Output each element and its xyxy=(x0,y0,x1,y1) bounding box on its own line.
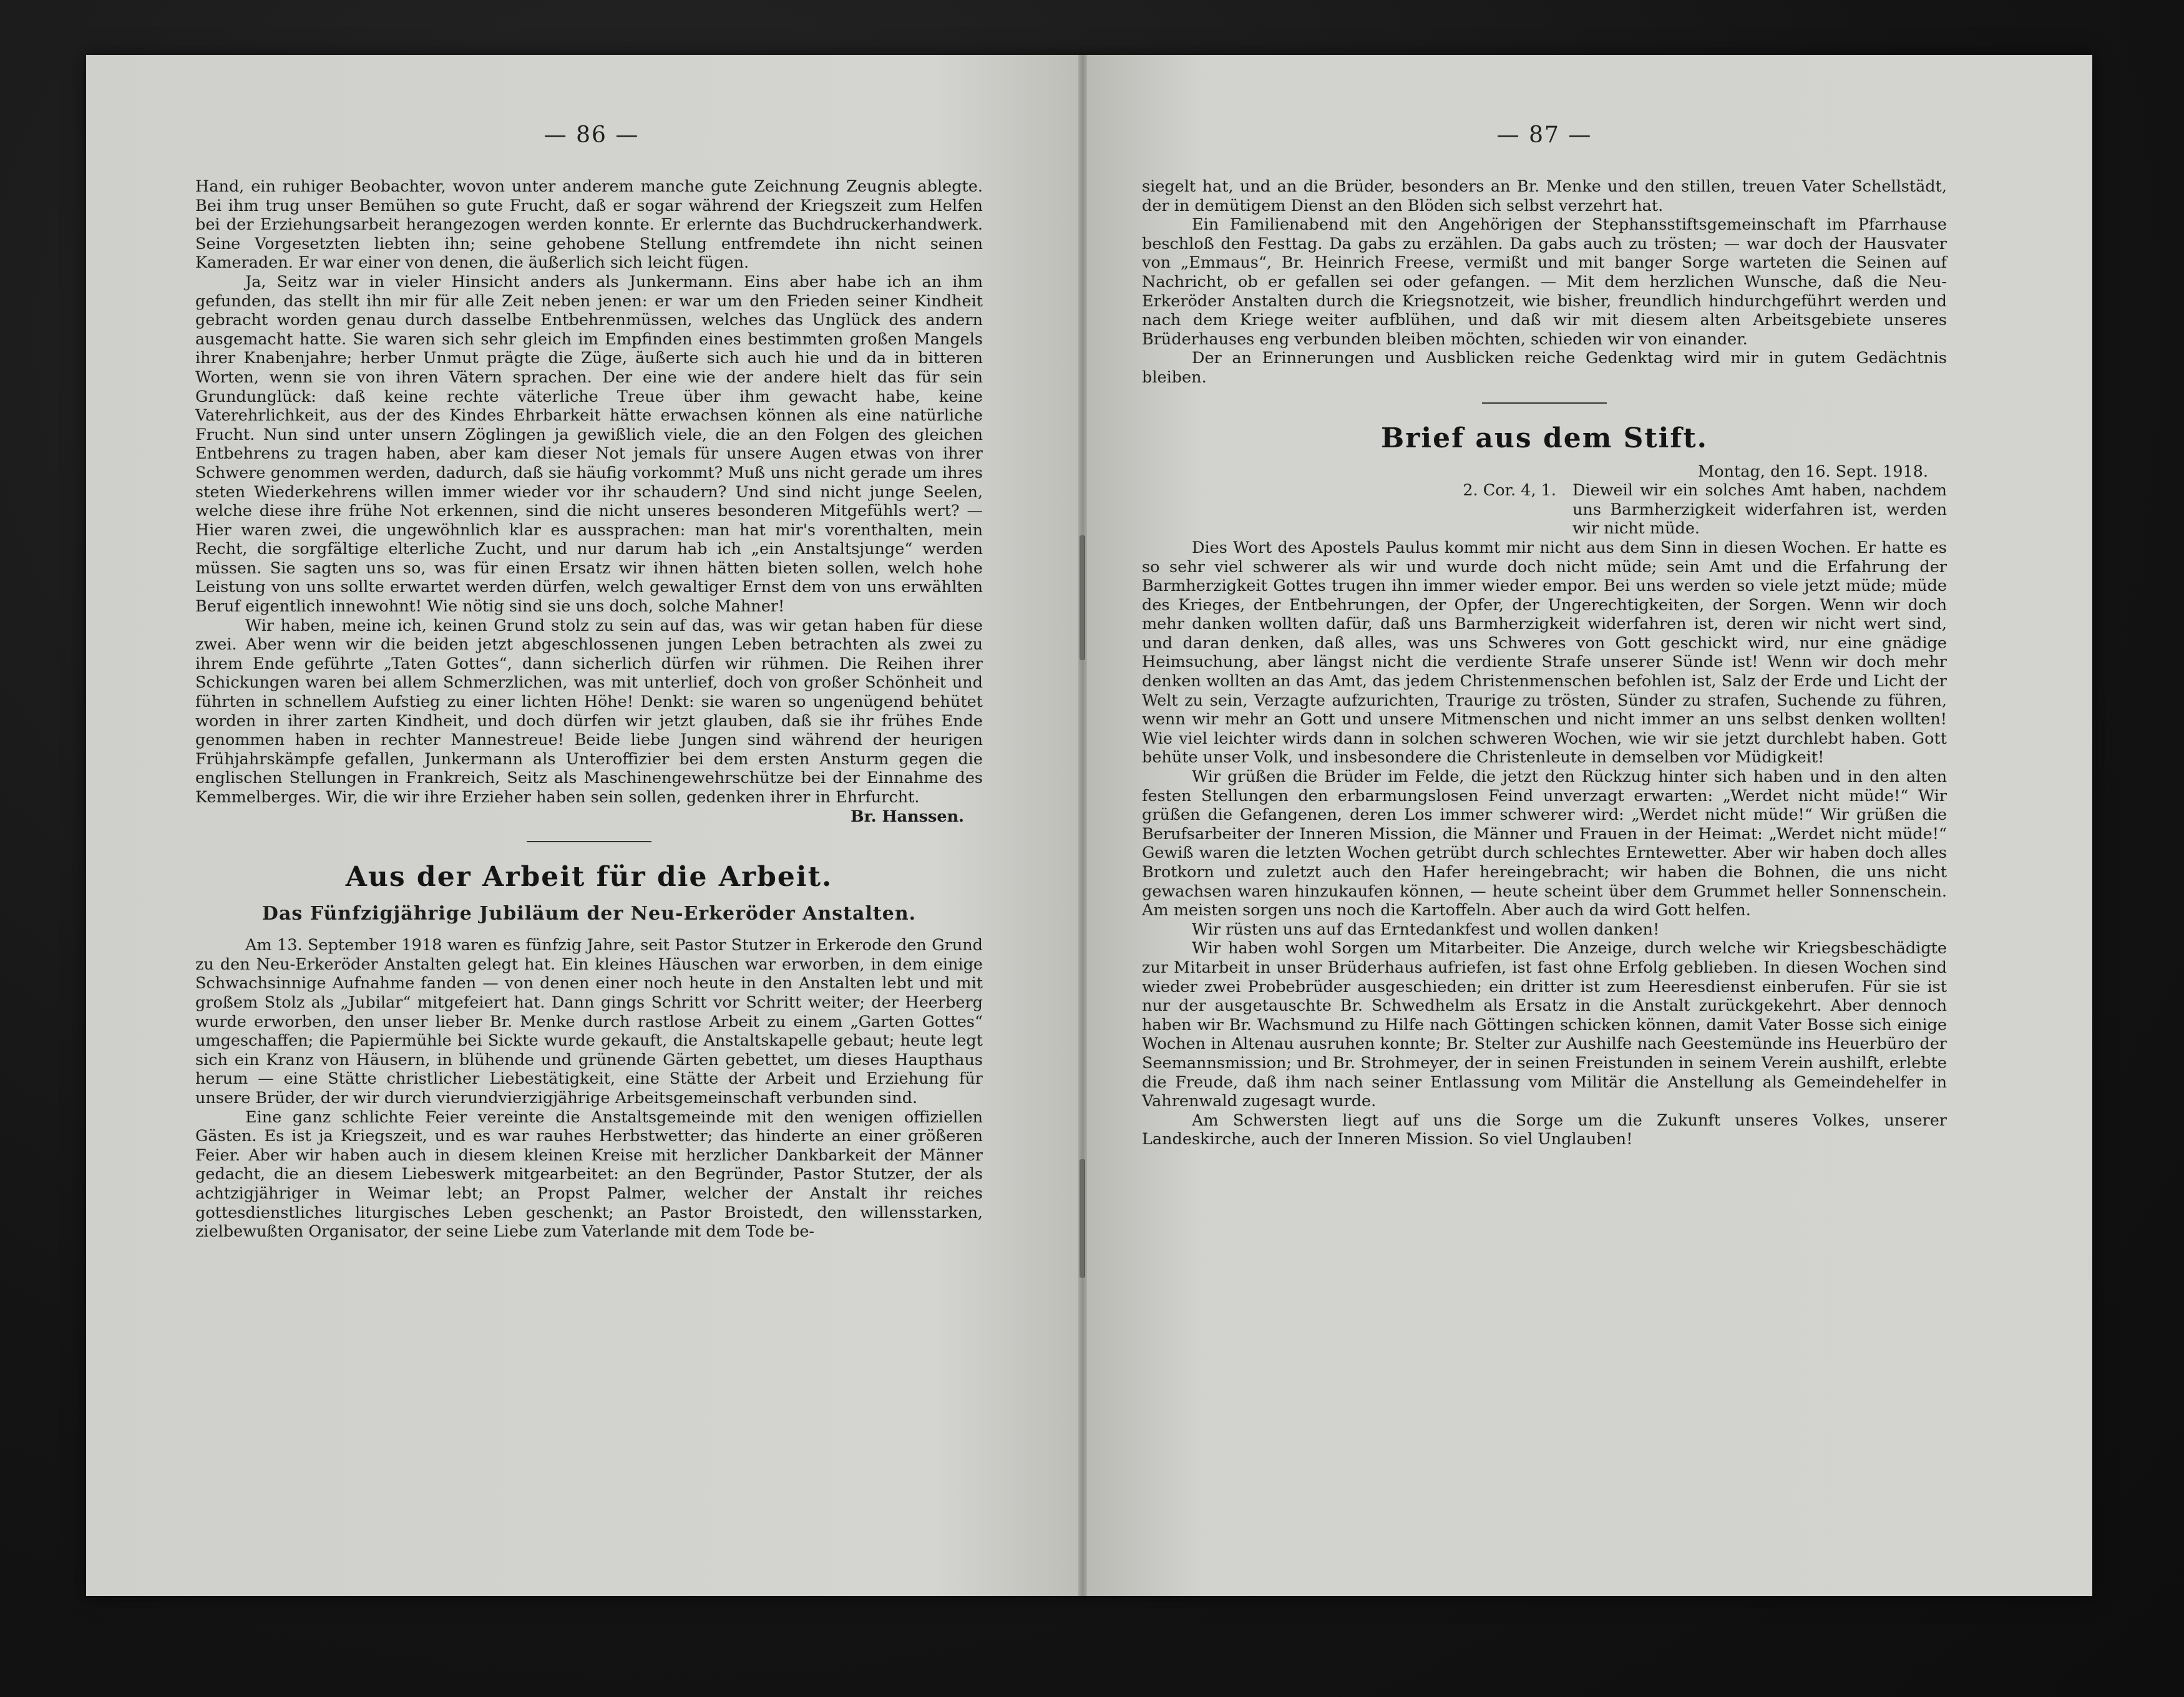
signature: Br. Hanssen. xyxy=(851,807,964,826)
divider xyxy=(1482,402,1607,404)
right-page-body xyxy=(1142,177,1947,1149)
bible-motto xyxy=(1304,481,1947,538)
paragraph: Wir haben wohl Sorgen um Mitarbeiter. Die Anzeige, durch welche wir Kriegsbeschädigte zur Mitarbeit in unser Brüderhaus aufriefen, ist fast ohne Erfolg geblieben. In diesen Wochen sind wieder zwei Probebrüder ausgeschieden; ein dritter ist zum Heeresdienst einberufen. Für sie ist nur der ausgetauschte Br. Schwedhelm als Ersatz in die Anstalt zurückgekehrt. Aber dennoch haben wir Br. Wachsmund zu Hilfe nach Göttingen schicken können, damit Vater Bosse sich einige Wochen in Altenau ausruhen konnte; Br. Stelter zur Aushilfe nach Geestemünde ins Heuerbüro der Seemannsmission; und Br. Strohmeyer, der in seinen Freistunden in seinem Verein aushilft, erlebte die Freude, daß ihm nach seiner Entlassung vom Militär die Anstellung als Gemeindehelfer in Vahrenwald zugesagt wurde. xyxy=(1142,939,1947,1111)
paragraph: Am 13. September 1918 waren es fünfzig Jahre, seit Pastor Stutzer in Erkerode den Grund zu den Neu-Erkeröder Anstalten gelegt hat. Ein kleines Häuschen war erworben, in dem einige Schwachsinnige Aufnahme fanden — von denen einer noch heute in den Anstalten lebt und mit großem Stolz als „Jubilar“ mitgefeiert hat. Dann gings Schritt vor Schritt weiter; der Heerberg wurde erworben, den unser lieber Br. Menke durch rastlose Arbeit zu einem „Garten Gottes“ umgeschaffen; die Papiermühle bei Sickte wurde gekauft, die Anstaltskapelle gebaut; heute legt sich ein Kranz von Häusern, in blühende und grünende Gärten gebettet, um dieses Haupthaus herum — eine Stätte christlicher Liebestätigkeit, eine Stätte der Arbeit und Erziehung für unsere Brüder, der wir durch vierundvierzigjährige Arbeitsgemeinschaft verbunden sind. xyxy=(195,936,983,1107)
paragraph: Wir grüßen die Brüder im Felde, die jetzt den Rückzug hinter sich haben und in den alten festen Stellungen den erbarmungslosen Feind unverzagt erwarten: „Werdet nicht müde!“ Wir grüßen die Gefangenen, deren Los immer schwerer wird: „Werdet nicht müde!“ Wir grüßen die Berufsarbeiter der Inneren Mission, die Männer und Frauen in der Heimat: „Werdet nicht müde!“ Gewiß waren die letzten Wochen getrübt durch schlechtes Erntewetter. Aber wir haben doch alles Brotkorn und zuletzt auch den Hafer hereingebracht; wir haben die Bohnen, die uns nicht gewachsen waren hinzukaufen können, — heute scheint über dem Grummet heller Sonnenschein. Am meisten sorgen uns noch die Kartoffeln. Aber auch da wird Gott helfen. xyxy=(1142,767,1947,920)
paragraph: Der an Erinnerungen und Ausblicken reiche Gedenktag wird mir in gutem Gedächtnis bleiben. xyxy=(1142,349,1947,387)
paragraph: Ja, Seitz war in vieler Hinsicht anders als Junkermann. Eins aber habe ich an ihm gefunden, das stellt ihn mir für alle Zeit neben jenen: er war um den Frieden seiner Kindheit gebracht worden genau durch dasselbe Entbehrenmüssen, welches das Unglück des andern ausgemacht hatte. Sie waren sich sehr gleich im Empfinden eines bestimmten großen Mangels ihrer Knabenjahre; herber Unmut prägte die Züge, äußerte sich auch hie und da in bitteren Worten, wenn sie von ihren Vätern sprachen. Der eine wie der andere hielt das für sein Grundunglück: daß keine rechte väterliche Treue über ihm gewacht habe, keine Vaterehrlichkeit, aus der des Kindes Ehrbarkeit hätte erwachsen können als eine natürliche Frucht. Nun sind unter unsern Zöglingen ja gewißlich viele, die an den Folgen des gleichen Entbehrens zu tragen haben, aber kam dieser Not jemals für unsere Augen etwas von ihrer Schwere genommen werden, dadurch, daß sie häufig vorkommt? Muß uns nicht gerade um ihres steten Wiederkehrens willen immer wieder vor ihr schaudern? Und sind nicht junge Seelen, welche diese ihre frühe Not erkennen, sind die nicht unseres besonderen Mitgefühls wert? — Hier waren zwei, die ungewöhnlich klar es aussprachen: man hat mir's vorenthalten, mein Recht, die sorgfältige elterliche Zucht, und nur darum hab ich „ein Anstaltsjunge“ werden müssen. Sie sagten uns so, was für einen Ersatz wir ihnen hätten bieten sollen, welch hohe Leistung von uns sollte erwartet werden dürfen, welch gewaltiger Ernst dem von uns erwählten Beruf eigentlich innewohnt! Wie nötig sind sie uns doch, solche Mahner! xyxy=(195,272,983,616)
page-number: — 87 — xyxy=(1496,122,1592,148)
paragraph: Eine ganz schlichte Feier vereinte die Anstaltsgemeinde mit den wenigen offiziellen Gästen. Es ist ja Kriegszeit, und es war rauhes Herbstwetter; das hinderte an einer größeren Feier. Aber wir haben auch in diesem kleinen Kreise mit herzlicher Dankbarkeit der Männer gedacht, die an diesem Liebeswerk mitgearbeitet: an den Begründer, Pastor Stutzer, der als achtzigjähriger in Weimar lebt; an Propst Palmer, welcher der Anstalt ihr reiches gottesdienstliches liturgisches Leben geschenkt; an Pastor Broistedt, den willensstarken, zielbewußten Organisator, der seine Liebe zum Vaterlande mit dem Tode be- xyxy=(195,1107,983,1242)
paragraph: Wir haben, meine ich, keinen Grund stolz zu sein auf das, was wir getan haben für diese zwei. Aber wenn wir die beiden jetzt abgeschlossenen jungen Leben betrachten als zwei zu ihrem Ende geführte „Taten Gottes“, dann sicherlich dürfen wir rühmen. Die Reihen ihrer Schickungen waren bei allem Schmerzlichen, was mit unterlief, doch von großer Schönheit und führten in schnellem Aufstieg zu einer lichten Höhe! Denkt: sie waren so ungenügend behütet worden in ihrer zarten Kindheit, und doch dürfen wir jetzt glauben, daß sie ihr frühes Ende genommen haben in rechter Mannestreue! Beide liebe Jungen sind während der heurigen Frühjahrskämpfe gefallen, Junkermann als Unteroffizier bei dem ersten Ansturm gegen die englischen Stellungen in Frankreich, Seitz als Maschinengewehrschütze bei der Einnahme des Kemmelberges. Wir, die wir ihre Erzieher haben sein sollen, gedenken ihrer in Ehrfurcht. xyxy=(195,616,983,807)
section-heading: Brief aus dem Stift. xyxy=(1381,422,1708,454)
left-page xyxy=(86,55,1083,1596)
staple xyxy=(1080,535,1085,660)
open-booklet xyxy=(86,55,2092,1596)
paragraph: Ein Familienabend mit den Angehörigen der Stephansstiftsgemeinschaft im Pfarrhause beschloß den Festtag. Da gabs zu erzählen. Da gabs auch zu trösten; — war doch der Hausvater von „Emmaus“, Br. Heinrich Freese, vermißt und mit banger Sorge warteten die Seinen auf Nachricht, ob er gefallen sei oder gefangen. — Mit dem herzlichen Wunsche, daß die Neu-Erkeröder Anstalten durch die Kriegsnotzeit, wie bisher, freundlich hindurchgeführt werden und nach dem Kriege weiter aufblühen, und daß wir mit diesem alten Arbeitsgebiete unseres Brüderhauses eng verbunden bleiben möchten, schieden wir von einander. xyxy=(1142,215,1947,349)
staple xyxy=(1080,1159,1085,1278)
paragraph: Am Schwersten liegt auf uns die Sorge um die Zukunft unseres Volkes, unserer Landeskirche, auch der Inneren Mission. So viel Unglauben! xyxy=(1142,1111,1947,1149)
paragraph: siegelt hat, und an die Brüder, besonders an Br. Menke und den stillen, treuen Vater Schellstädt, der in demütigem Dienst an den Blöden sich selbst verzehrt hat. xyxy=(1142,177,1947,215)
dateline: Montag, den 16. Sept. 1918. xyxy=(1698,462,1928,481)
motto-reference: 2. Cor. 4, 1. xyxy=(1463,481,1556,500)
paragraph: Hand, ein ruhiger Beobachter, wovon unter anderem manche gute Zeichnung Zeugnis ablegte. Bei ihm trug unser Bemühen so gute Frucht, daß er sogar während der Kriegszeit zum Helfen bei der Erziehungsarbeit herangezogen werden konnte. Er erlernte das Buchdruckerhandwerk. Seine Vorgesetzten liebten ihn; seine gehobene Stellung entfremdete ihn nicht seinen Kameraden. Er war einer von denen, die äußerlich sich leicht fügen. xyxy=(195,177,983,273)
paragraph: Wir rüsten uns auf das Erntedankfest und wollen danken! xyxy=(1192,920,1660,939)
page-number: — 86 — xyxy=(544,122,640,148)
motto-verse: Dieweil wir ein solches Amt haben, nachdem uns Barmherzigkeit widerfahren ist, werden wir nicht müde. xyxy=(1572,481,1947,538)
right-page xyxy=(1083,55,2092,1596)
divider xyxy=(527,841,651,842)
section-subheading: Das Fünfzigjährige Jubiläum der Neu-Erkeröder Anstalten. xyxy=(261,903,917,925)
spine-gutter xyxy=(1078,55,1087,1596)
left-page-body xyxy=(195,177,983,1242)
section-heading: Aus der Arbeit für die Arbeit. xyxy=(345,861,833,893)
paragraph: Dies Wort des Apostels Paulus kommt mir nicht aus dem Sinn in diesen Wochen. Er hatte es so sehr viel schwerer als wir und wurde doch nicht müde; sein Amt und die Erfahrung der Barmherzigkeit Gottes trugen ihn immer wieder empor. Bei uns werden so viele jetzt müde; müde des Krieges, der Entbehrungen, der Opfer, der Ungerechtigkeiten, der Sorgen. Wenn wir doch mehr danken wollten dafür, daß uns Barmherzigkeit widerfahren ist, deren wir nicht wert sind, und daran denken, daß alles, was uns Schweres von Gott geschickt wird, nur eine gnädige Heimsuchung, aber längst nicht die verdiente Strafe unserer Sünde ist! Wenn wir doch mehr denken wollten an das Amt, das jedem Christenmenschen befohlen ist, Salz der Erde und Licht der Welt zu sein, Verzagte aufzurichten, Traurige zu trösten, Sünder zu strafen, Suchende zu führen, wenn wir mehr an Gott und unsere Mitmenschen und nicht immer an uns selbst denken wollten! Wie viel leichter wirds dann in solchen schweren Wochen, wie wir sie jetzt durchlebt haben. Gott behüte unser Volk, und insbesondere die Christenleute in demselben vor Müdigkeit! xyxy=(1142,538,1947,767)
